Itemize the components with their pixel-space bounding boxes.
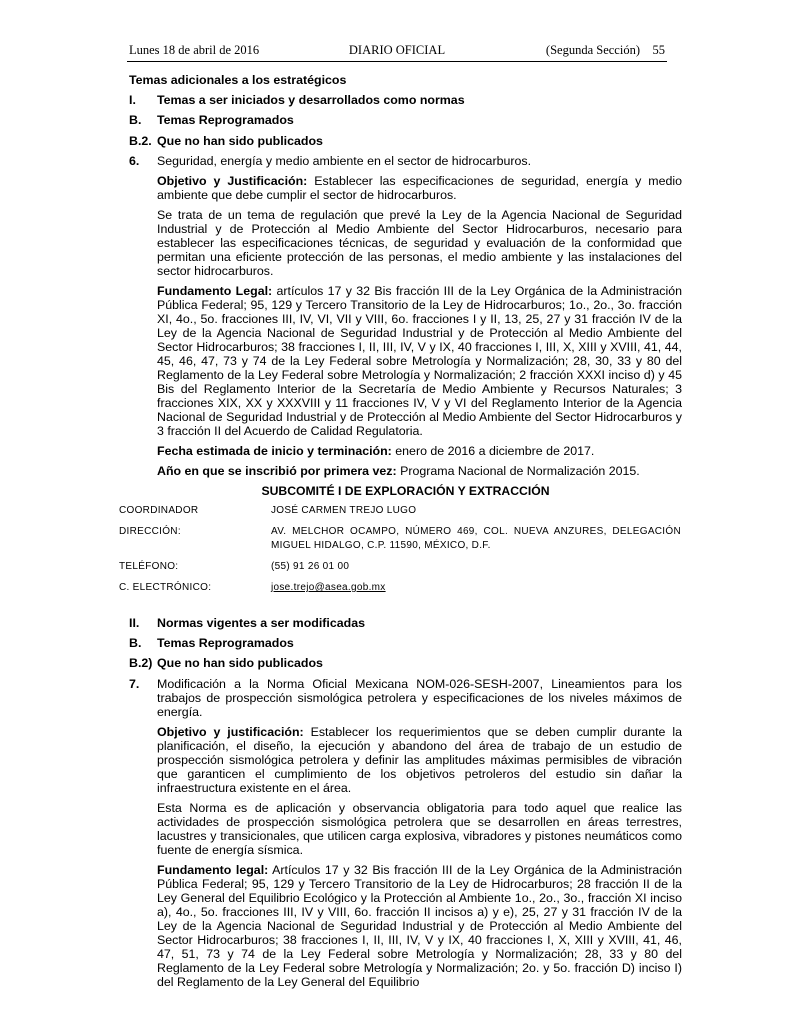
- header-page-number: 55: [652, 43, 665, 57]
- list-item-text: Temas Reprogramados: [157, 636, 294, 651]
- contact-row: [119, 560, 682, 574]
- item-7-number: 7.: [129, 676, 140, 691]
- section-title: Temas adicionales a los estratégicos: [129, 73, 347, 87]
- list-marker: II.: [129, 615, 140, 630]
- description-text: Se trata de un tema de regulación que prevé la Ley de la Agencia Nacional de Seguridad Industrial y de Protección al Medio Ambiente del Sector Hidrocarburos, necesario para establecer las especificaciones técnicas, de seguridad y evaluación de la conformidad que permitan una eficiente protección de las personas, el medio ambiente y las instalaciones del sector hidrocarburos.: [157, 207, 682, 278]
- legal-text: artículos 17 y 32 Bis fracción III de la Ley Orgánica de la Administración Pública Federal; 95, 129 y Tercero Transitorio de la Ley de Hidrocarburos; 1o., 2o., 3o. fracción XI, 4o., 5o. fracciones III, IV, VI, VII y VIII, 6o. fracciones I y II, 13, 25, 27 y 31 fracción IV de la Ley de la Agencia Nacional de Seguridad Industrial y de Protección al Medio Ambiente del Sector Hidrocarburos; 38 fracciones I, II, III, IV, V y IX, 40 fracciones I, III, X, XIII y XVIII, 41, 44, 45, 46, 47, 73 y 74 de la Ley Federal sobre Metrología y Normalización; 28, 30, 33 y 80 del Reglamento de la Ley Federal sobre Metrología y Normalización; 2 fracción XXXI inciso d) y 45 Bis del Reglamento Interior de la Secretaría de Medio Ambiente y Recursos Naturales; 3 fracciones XIX, XX y XXXVIII y 11 fracciones IV, V y VI del Reglamento Interior de la Agencia Nacional de Seguridad Industrial y de Protección al Medio Ambiente del Sector Hidrocarburos y 3 fracción II del Acuerdo de Calidad Regulatoria.: [157, 283, 682, 438]
- list-item: [129, 134, 682, 148]
- list-marker: B.: [129, 113, 142, 128]
- year-text: Programa Nacional de Normalización 2015.: [400, 463, 640, 478]
- subcommittee-contact: [119, 504, 682, 595]
- list-marker: B.2.: [129, 133, 152, 148]
- item-6-heading: [129, 154, 682, 168]
- dates-label: Fecha estimada de inicio y terminación:: [157, 443, 392, 458]
- header-title: DIARIO OFICIAL: [348, 43, 446, 57]
- spacer: [129, 602, 682, 616]
- item-6-objective: [157, 174, 682, 202]
- address-value: AV. MELCHOR OCAMPO, NÚMERO 469, COL. NUEVA ANZURES, DELEGACIÓN MIGUEL HIDALGO, C.P. 11590, MÉXICO, D.F.: [271, 525, 681, 551]
- item-6-year: [157, 464, 682, 478]
- dates-text: enero de 2016 a diciembre de 2017.: [395, 443, 595, 458]
- coordinator-name: JOSÉ CARMEN TREJO LUGO: [271, 504, 417, 516]
- item-6-description: [157, 208, 682, 278]
- phone-label: TELÉFONO:: [119, 560, 179, 572]
- list-item-text: Que no han sido publicados: [157, 133, 323, 148]
- list-item-text: Que no han sido publicados: [157, 656, 323, 671]
- list-item: [129, 616, 682, 630]
- item-6-title: Seguridad, energía y medio ambiente en el sector de hidrocarburos.: [157, 153, 532, 168]
- email-label: C. ELECTRÓNICO:: [119, 581, 212, 593]
- description-text: Esta Norma es de aplicación y observancia obligatoria para todo aquel que realice las actividades de prospección sismológica petrolera que se desarrollen en áreas terrestres, lacustres y transicionales, que utilicen carga explosiva, vibradores y pistones neumáticos como fuente de energía sísmica.: [157, 800, 682, 857]
- contact-row: [119, 581, 682, 595]
- item-7-legal-basis: [157, 863, 682, 989]
- contact-row: [119, 504, 682, 518]
- contact-row: [119, 525, 682, 553]
- list-item: [129, 656, 682, 670]
- coordinator-label: COORDINADOR: [119, 504, 199, 516]
- list-item: [129, 113, 682, 127]
- header-rule: [127, 61, 667, 62]
- list-item-text: Temas a ser iniciados y desarrollados como normas: [157, 93, 465, 108]
- list-marker: B.: [129, 636, 142, 651]
- objective-text: Establecer los requerimientos que se deben cumplir durante la planificación, el diseño, la ejecución y abandono del área de trabajo de un estudio de prospección sismológica petrolera y definir las amplitudes máximas permisibles de vibración que garanticen el cumplimiento de los objetivos petroleros del estudio sin dañar la infraestructura existente en el área.: [157, 724, 682, 795]
- address-label: DIRECCIÓN:: [119, 525, 181, 537]
- list-item-text: Temas Reprogramados: [157, 113, 294, 128]
- header-section-label: (Segunda Sección): [545, 43, 640, 57]
- objective-label: Objetivo y Justificación:: [157, 173, 308, 188]
- legal-label: Fundamento Legal:: [157, 283, 273, 298]
- item-6-legal-basis: [157, 284, 682, 438]
- list-marker: I.: [129, 93, 136, 108]
- list-item: [129, 93, 682, 107]
- header-date: Lunes 18 de abril de 2016: [129, 43, 260, 57]
- item-7-description: [157, 801, 682, 857]
- list-item: [129, 636, 682, 650]
- objective-label: Objetivo y justificación:: [157, 724, 304, 739]
- legal-text: Artículos 17 y 32 Bis fracción III de la Ley Orgánica de la Administración Pública Federal; 95, 129 y Tercero Transitorio de la Ley de Hidrocarburos; 28 fracción II de la Ley General del Equilibrio Ecológico y la Protección al Ambiente 1o., 2o., 3o., fracción XI inciso a), 4o., 5o. fracciones III, IV y VIII, 6o. fracción II incisos a) y e), 25, 27 y 31 fracción IV de la Ley de la Agencia Nacional de Seguridad Industrial y de Protección al Medio Ambiente del Sector Hidrocarburos; 38 fracciones I, II, III, IV, V y IX, 40 fracciones I, X, XIII y XVIII, 41, 46, 47, 51, 73 y 74 de la Ley Federal sobre Metrología y Normalización; 28, 33 y 80 del Reglamento de la Ley Federal sobre Metrología y Normalización; 2o. y 5o. fracción D) inciso I) del Reglamento de la Ley General del Equilibrio: [157, 862, 682, 989]
- item-6-number: 6.: [129, 153, 140, 168]
- subcommittee-title: SUBCOMITÉ I DE EXPLORACIÓN Y EXTRACCIÓN: [261, 483, 550, 498]
- year-label: Año en que se inscribió por primera vez:: [157, 463, 397, 478]
- objective-text: Establecer las especificaciones de seguridad, energía y medio ambiente que debe cumplir el sector de hidrocarburos.: [157, 173, 682, 202]
- item-6-dates: [157, 444, 682, 458]
- email-link[interactable]: jose.trejo@asea.gob.mx: [271, 581, 386, 593]
- legal-label: Fundamento legal:: [157, 862, 269, 877]
- header-section: [546, 43, 665, 58]
- item-7-title: Modificación a la Norma Oficial Mexicana NOM-026-SESH-2007, Lineamientos para los trabajos de prospección sismológica petrolera y especificaciones de los niveles máximos de energía.: [157, 676, 682, 719]
- item-7-heading: [129, 677, 682, 719]
- list-marker: B.2): [129, 656, 153, 671]
- page-header: [129, 43, 665, 61]
- list-item-text: Normas vigentes a ser modificadas: [157, 615, 365, 630]
- item-7-objective: [157, 725, 682, 795]
- phone-value: (55) 91 26 01 00: [271, 560, 350, 572]
- document-body: [119, 73, 682, 995]
